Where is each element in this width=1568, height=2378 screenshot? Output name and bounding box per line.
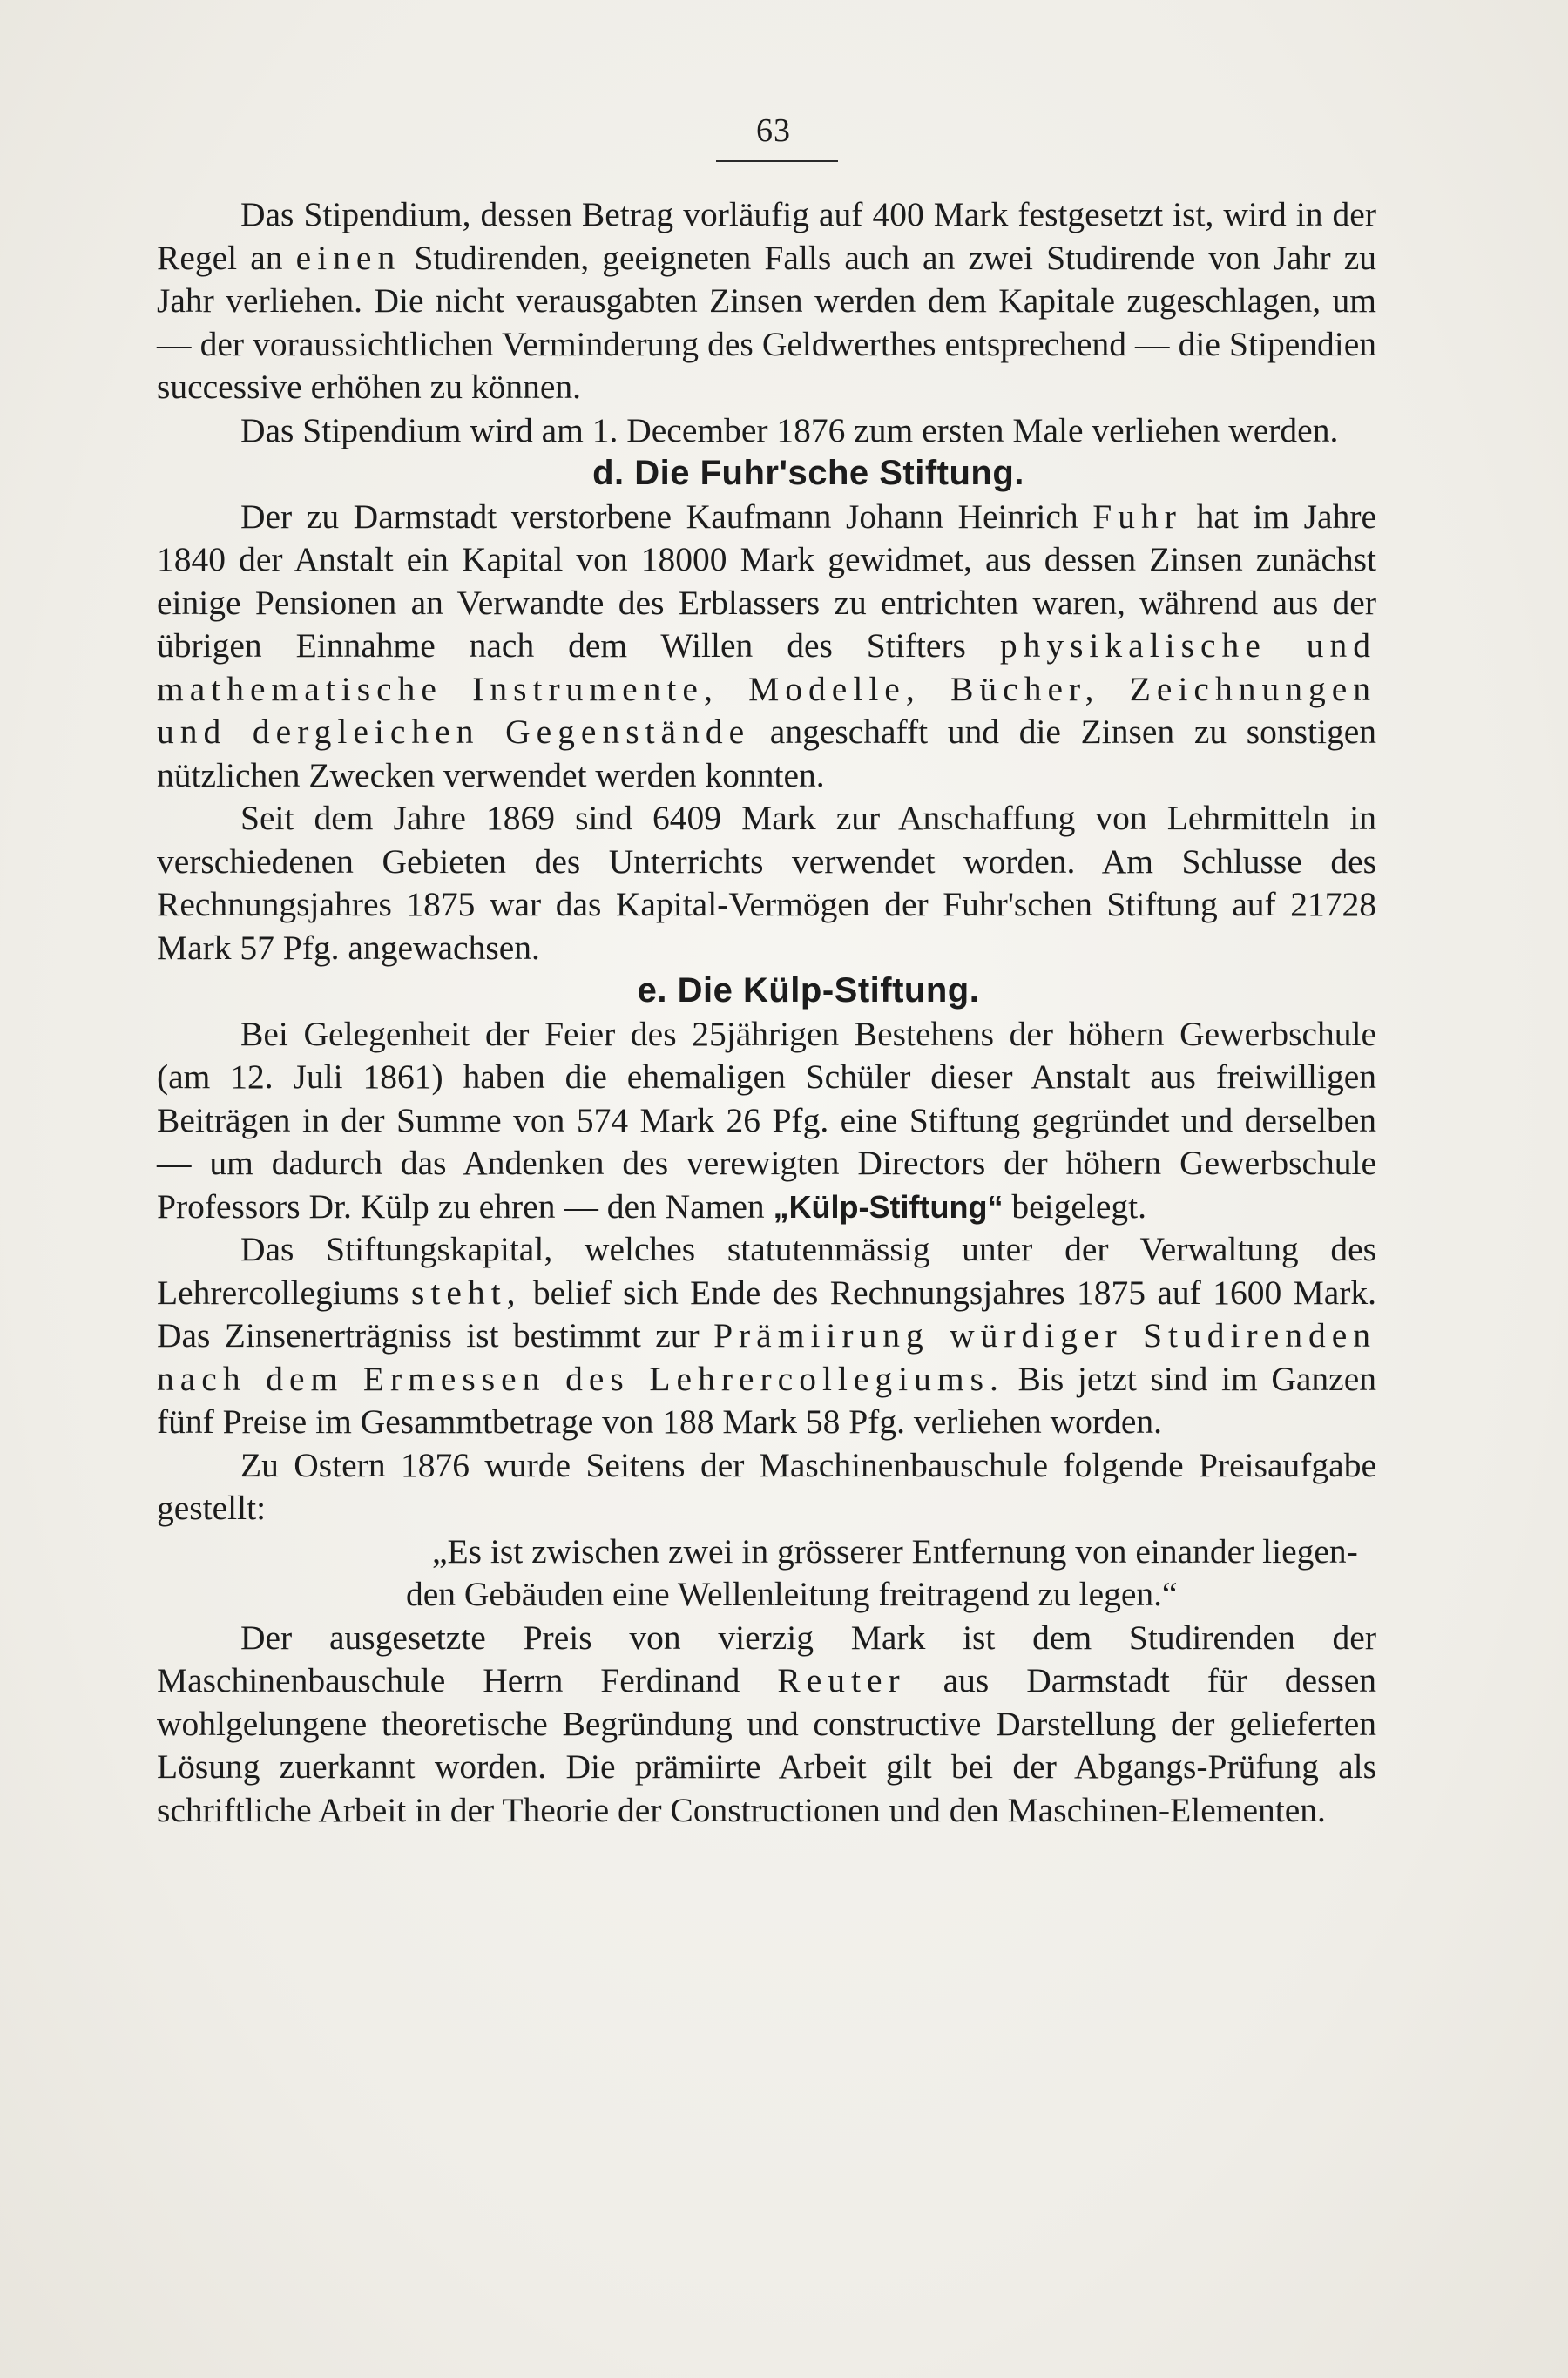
section-heading-kuelp: e. Die Külp-Stiftung. [637, 971, 980, 1010]
text-run: Der ausgesetzte Preis von vierzig Mark ist dem Studirenden der Maschinenbauschule Herrn Ferdinand [157, 1618, 1376, 1699]
paragraph-fuhr-2 [157, 797, 1376, 969]
text-run: Der zu Darmstadt verstorbene Kaufmann Johann Heinrich [240, 497, 1078, 536]
text-run: Das Stipendium wird am 1. December 1876 zum ersten Male verliehen werden. [240, 410, 1339, 449]
text-run: Bei Gelegenheit der Feier des 25jährigen Bestehens der höhern Gewerbschule (am 12. Juli 1861) haben die ehemaligen Schüler dieser Anstalt aus freiwilligen Beiträgen in der Summe von 574 Mark 26 Pfg. eine Stiftung gegründet und derselben — um dadurch das Andenken des verewigten Directors der höhern Gewerbschule Professors Dr. Külp zu ehren — den Namen [157, 1014, 1376, 1226]
text-run: Das Stiftungskapital, welches statutenmässig unter der Verwaltung des Lehrercollegiums [157, 1230, 1376, 1312]
text-run: aus Darmstadt für dessen wohlgelungene theoretische Begründung und constructive Darstellung der gelieferten Lösung zuerkannt worden. Die prämiirte Arbeit gilt bei der Abgangs-Prüfung als schriftliche Arbeit in der Theorie der Constructionen und den Maschinen-Elementen. [157, 1661, 1377, 1829]
emphasis-einen: einen [295, 238, 402, 277]
text-run: Studirenden, geeigneten Falls auch an zwei Studirende von Jahr zu Jahr verliehen. Die nicht verausgabten Zinsen werden dem Kapitale zugeschlagen, um — der voraussichtlichen Verminderung des Geldwerthes entsprechend — die Stipendien successive erhöhen zu können. [157, 238, 1376, 406]
paragraph-stipendium-date [157, 409, 1376, 453]
emphasis-kuelp-stiftung: „Külp-Stiftung“ [773, 1188, 1004, 1225]
paragraph-kuelp-2 [157, 1228, 1376, 1444]
paragraph-preis [157, 1617, 1376, 1833]
text-run: Seit dem Jahre 1869 sind 6409 Mark zur Anschaffung von Lehrmitteln in verschiedenen Gebieten des Unterrichts verwendet worden. Am Schlusse des Rechnungsjahres 1875 war das Kapital-Vermögen der Fuhr'schen Stiftung auf 21728 Mark 57 Pfg. angewachsen. [157, 799, 1376, 967]
paragraph-fuhr-1 [157, 496, 1376, 798]
text-run: Bis jetzt sind im Ganzen fünf Preise im Gesammtbetrage von 188 Mark 58 Pfg. verliehen worden. [157, 1359, 1376, 1441]
emphasis-steht: steht, [410, 1273, 522, 1312]
paragraph-kuelp-1 [157, 1013, 1376, 1229]
emphasis-name-reuter: Reuter [777, 1661, 906, 1699]
body-text [157, 193, 1376, 1832]
page-number: 63 [756, 112, 791, 149]
text-run: beigelegt. [1011, 1186, 1147, 1226]
emphasis-praemiirung: Prämiirung würdiger Studirenden nach dem Ermessen des Lehrercollegiums. [157, 1316, 1376, 1398]
text-run: Das Stipendium, dessen Betrag vorläufig auf 400 Mark festgesetzt ist, wird in der Regel an [157, 195, 1376, 277]
quote-line: „Es ist zwischen zwei in grösserer Entfernung von einander liegen- [432, 1531, 1358, 1571]
paragraph-stipendium [157, 193, 1376, 409]
emphasis-name-fuhr: Fuhr [1092, 497, 1182, 536]
text-run: angeschafft und die Zinsen zu sonstigen nützlichen Zwecken verwendet werden konnten. [157, 713, 1376, 794]
text-run: hat im Jahre 1840 der Anstalt ein Kapital von 18000 Mark gewidmet, aus dessen Zinsen zunächst einige Pensionen an Verwandte des Erblassers zu entrichten waren, während aus der übrigen Einnahme nach dem Willen des Stifters [157, 497, 1377, 665]
section-heading-fuhr: d. Die Fuhr'sche Stiftung. [592, 454, 1024, 492]
paragraph-preisaufgabe [157, 1444, 1376, 1530]
text-run: Zu Ostern 1876 wurde Seitens der Maschinenbauschule folgende Preisaufgabe gestellt: [157, 1445, 1376, 1527]
quote-line: den Gebäuden eine Wellenleitung freitragend zu legen.“ [406, 1575, 1178, 1613]
text-run: belief sich Ende des Rechnungsjahres 1875 auf 1600 Mark. Das Zinsenerträgniss ist bestimmt zur [157, 1273, 1377, 1355]
page-number-rule [716, 160, 838, 162]
emphasis-instrumente: physikalische und mathematische Instrumente, Modelle, Bücher, Zeichnungen und dergleichen Gegenstände [157, 626, 1377, 751]
